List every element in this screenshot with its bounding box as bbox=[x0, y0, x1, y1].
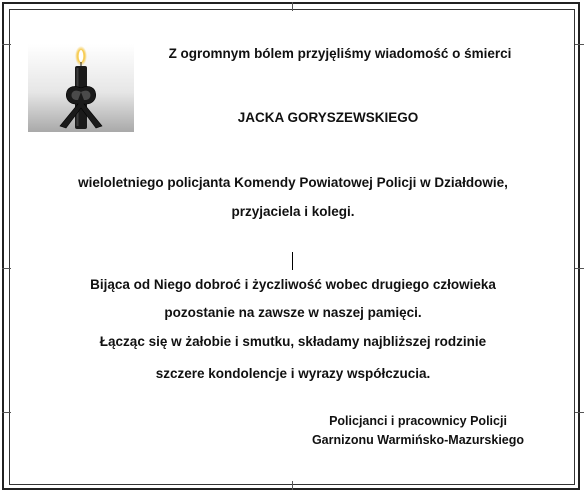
border-mark bbox=[292, 2, 293, 11]
border-mark bbox=[575, 412, 584, 413]
condolence-line-2: szczere kondolencje i wyrazy współczucia. bbox=[155, 366, 431, 381]
tribute-line-1: Bijąca od Niego dobroć i życzliwość wobec drugiego człowieka bbox=[90, 277, 496, 292]
deceased-name: JACKA GORYSZEWSKIEGO bbox=[237, 110, 419, 125]
description-line-2: przyjaciela i kolegi. bbox=[231, 204, 355, 219]
condolence-line-1: Łącząc się w żałobie i smutku, składamy najbliższej rodzinie bbox=[99, 334, 487, 349]
border-mark bbox=[575, 268, 584, 269]
intro-text: Z ogromnym bólem przyjęliśmy wiadomość o śmierci bbox=[168, 46, 512, 61]
signature-line-2: Garnizonu Warmińsko-Mazurskiego bbox=[311, 433, 525, 447]
description-line-1: wieloletniego policjanta Komendy Powiatowej Policji w Działdowie, bbox=[78, 175, 508, 190]
border-mark bbox=[2, 412, 11, 413]
text-cursor bbox=[292, 252, 293, 270]
signature-line-1: Policjanci i pracownicy Policji bbox=[329, 414, 507, 428]
border-mark bbox=[575, 44, 584, 45]
border-mark bbox=[2, 44, 11, 45]
border-mark bbox=[2, 268, 11, 269]
border-mark bbox=[292, 481, 293, 490]
tribute-line-2: pozostanie na zawsze w naszej pamięci. bbox=[164, 305, 422, 320]
